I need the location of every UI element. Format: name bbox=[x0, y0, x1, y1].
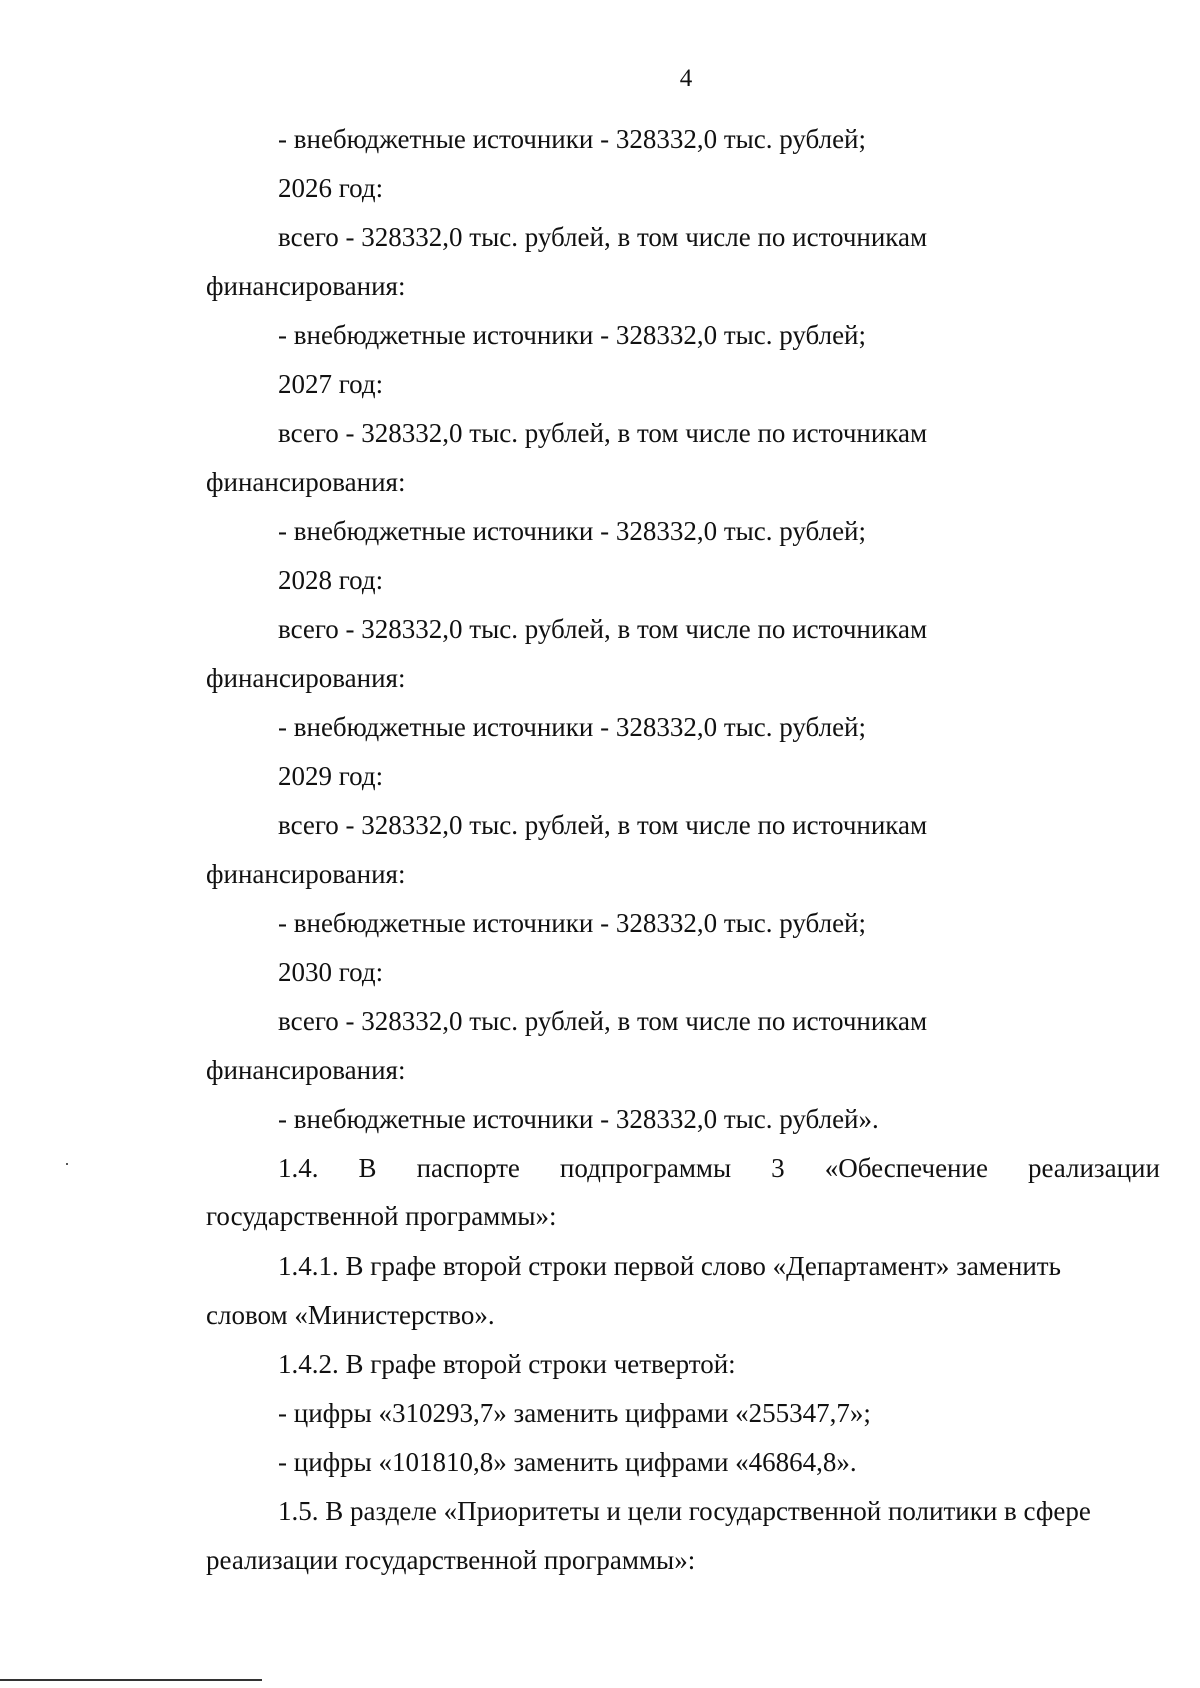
word: 3 bbox=[771, 1153, 785, 1183]
page-number: 4 bbox=[679, 65, 693, 92]
text-line: финансирования: bbox=[206, 1055, 406, 1085]
text-line: - цифры «310293,7» заменить цифрами «255347,7»; bbox=[278, 1398, 871, 1428]
text-line: финансирования: bbox=[206, 467, 406, 497]
text-line: - внебюджетные источники - 328332,0 тыс. рублей; bbox=[278, 320, 867, 350]
text-line: 2030 год: bbox=[278, 957, 384, 987]
text-line: 2027 год: bbox=[278, 369, 384, 399]
text-line: - внебюджетные источники - 328332,0 тыс. рублей; bbox=[278, 516, 867, 546]
text-line: 1.4.1. В графе второй строки первой слово «Департамент» заменить bbox=[278, 1251, 1061, 1281]
text-line: 1.4.2. В графе второй строки четвертой: bbox=[278, 1349, 736, 1379]
footer-rule bbox=[0, 1679, 262, 1681]
text-line: финансирования: bbox=[206, 271, 406, 301]
word: «Обеспечение bbox=[824, 1153, 988, 1183]
text-line: - внебюджетные источники - 328332,0 тыс. рублей; bbox=[278, 124, 867, 154]
text-line: 2026 год: bbox=[278, 173, 384, 203]
word: 1.4. bbox=[278, 1153, 319, 1183]
word: паспорте bbox=[416, 1153, 520, 1183]
text-line: 2028 год: bbox=[278, 565, 384, 595]
text-line: реализации государственной программы»: bbox=[206, 1545, 696, 1575]
text-line: 2029 год: bbox=[278, 761, 384, 791]
text-line: финансирования: bbox=[206, 859, 406, 889]
justified-line bbox=[278, 1151, 1160, 1185]
text-line: всего - 328332,0 тыс. рублей, в том числе по источникам bbox=[278, 614, 928, 644]
text-line: всего - 328332,0 тыс. рублей, в том числе по источникам bbox=[278, 1006, 928, 1036]
text-line: - внебюджетные источники - 328332,0 тыс. рублей; bbox=[278, 712, 867, 742]
text-line: - цифры «101810,8» заменить цифрами «46864,8». bbox=[278, 1447, 857, 1477]
text-line: всего - 328332,0 тыс. рублей, в том числе по источникам bbox=[278, 810, 928, 840]
text-line: всего - 328332,0 тыс. рублей, в том числе по источникам bbox=[278, 418, 928, 448]
text-line: всего - 328332,0 тыс. рублей, в том числе по источникам bbox=[278, 222, 928, 252]
text-line: финансирования: bbox=[206, 663, 406, 693]
scan-dot bbox=[66, 1163, 68, 1165]
text-line: - внебюджетные источники - 328332,0 тыс. рублей; bbox=[278, 908, 867, 938]
word: В bbox=[358, 1153, 377, 1183]
word: подпрограммы bbox=[559, 1153, 732, 1183]
text-line: - внебюджетные источники - 328332,0 тыс. рублей». bbox=[278, 1104, 879, 1134]
text-line: словом «Министерство». bbox=[206, 1300, 495, 1330]
text-line: 1.5. В разделе «Приоритеты и цели государственной политики в сфере bbox=[278, 1496, 1091, 1526]
word: реализации bbox=[1027, 1153, 1160, 1183]
text-line: государственной программы»: bbox=[206, 1201, 557, 1231]
